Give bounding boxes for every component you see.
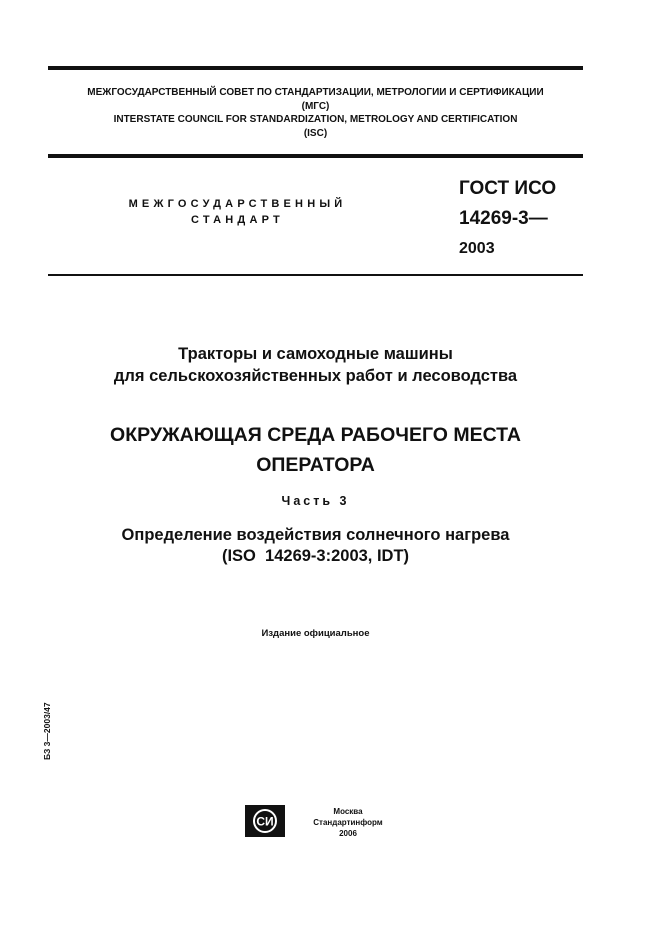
official-edition: Издание официальное — [261, 628, 370, 639]
part-title-line2: (ISO 14269-3:2003, IDT) — [221, 547, 410, 565]
council-ru: МЕЖГОСУДАРСТВЕННЫЙ СОВЕТ ПО СТАНДАРТИЗАЦИИ, МЕТРОЛОГИИ И СЕРТИФИКАЦИИ — [87, 87, 544, 98]
document-main-title — [48, 420, 583, 480]
publisher-year: 2006 — [339, 829, 357, 838]
standard-rule — [48, 274, 583, 276]
gost-line1: ГОСТ ИСО — [459, 178, 557, 199]
subtitle-line1: Тракторы и самоходные машины — [178, 345, 453, 363]
gost-line2: 14269-3— — [459, 208, 548, 229]
part-title-line1: Определение воздействия солнечного нагрева — [121, 526, 510, 544]
council-ru-abbr: (МГС) — [301, 100, 330, 112]
top-rule — [48, 66, 583, 70]
part-number: Часть 3 — [281, 494, 350, 508]
council-en-abbr: (ISC) — [303, 127, 328, 139]
main-title-line2: ОПЕРАТОРА — [256, 454, 375, 476]
label-line2: СТАНДАРТ — [191, 214, 284, 226]
publisher-city: Москва — [333, 807, 363, 816]
label-line1: МЕЖГОСУДАРСТВЕННЫЙ — [128, 198, 347, 210]
publisher-info — [298, 806, 398, 839]
publisher-name: Стандартинформ — [313, 818, 383, 827]
logo-text: СИ — [256, 814, 274, 829]
gost-year: 2003 — [459, 240, 495, 257]
council-en: INTERSTATE COUNCIL FOR STANDARDIZATION, METROLOGY AND CERTIFICATION — [113, 114, 518, 125]
interstate-standard-label — [100, 196, 375, 228]
part-title — [48, 525, 583, 567]
council-header — [48, 86, 583, 140]
gost-number — [459, 174, 556, 264]
standartinform-logo — [245, 805, 285, 837]
side-code: БЗ 3—2003/47 — [42, 702, 52, 760]
document-subtitle — [48, 343, 583, 387]
subtitle-line2: для сельскохозяйственных работ и лесоводства — [113, 367, 518, 385]
header-rule — [48, 154, 583, 158]
main-title-line1: ОКРУЖАЮЩАЯ СРЕДА РАБОЧЕГО МЕСТА — [110, 424, 521, 446]
